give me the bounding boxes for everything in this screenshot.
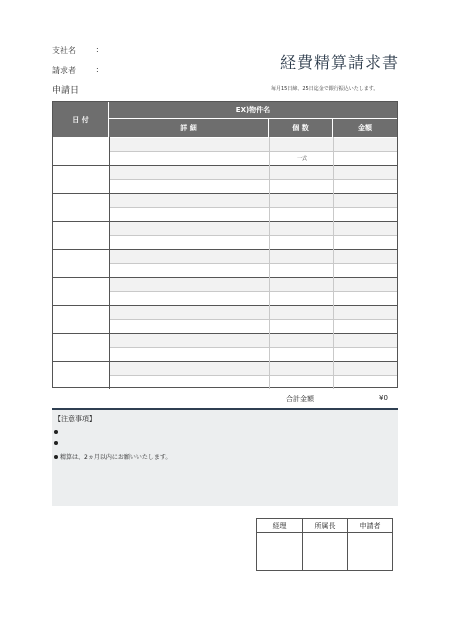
branch-label: 支社名 <box>52 46 76 55</box>
row-divider <box>109 235 397 236</box>
notes-item-text: 精算は、2ヵ月以内にお願いいたします。 <box>60 454 172 461</box>
bullet-icon <box>54 430 58 434</box>
stamp-applicant-label: 申請者 <box>348 519 392 533</box>
total-label: 合計金額 <box>286 395 314 403</box>
row-divider <box>109 179 397 180</box>
row-shade <box>110 334 397 347</box>
row-divider <box>109 319 397 320</box>
requester-colon: : <box>96 65 99 74</box>
bullet-icon <box>54 441 58 445</box>
row-divider <box>109 375 397 376</box>
payment-note: 毎月15日締、25日迄金で銀行振込いたします。 <box>271 86 379 92</box>
row-divider <box>109 291 397 292</box>
qty-column-divider <box>269 137 270 389</box>
expense-table <box>52 101 398 388</box>
stamp-manager-label: 所属長 <box>303 519 347 533</box>
row-shade <box>110 278 397 291</box>
notes-item <box>54 452 171 461</box>
row-divider <box>109 347 397 348</box>
item-header: EX)物件名 <box>109 102 397 119</box>
stamp-manager <box>303 519 348 570</box>
row-shade <box>110 166 397 179</box>
row-shade <box>110 306 397 319</box>
row-divider <box>109 207 397 208</box>
document-title: 経費精算請求書 <box>280 53 400 72</box>
notes-box <box>52 408 398 506</box>
row-divider <box>109 151 397 152</box>
amount-column-divider <box>333 137 334 389</box>
date-column-divider <box>109 137 110 389</box>
row-shade <box>110 194 397 207</box>
row-shade <box>110 250 397 263</box>
row-shade <box>110 222 397 235</box>
notes-item <box>54 441 60 445</box>
bullet-icon <box>54 455 58 459</box>
sample-qty: 一式 <box>297 156 308 162</box>
date-header: 日 付 <box>53 102 109 137</box>
total-value: ¥0 <box>379 394 388 402</box>
row-shade <box>110 138 397 151</box>
notes-item <box>54 430 60 434</box>
requester-label: 請求者 <box>52 66 76 75</box>
branch-colon: : <box>96 45 99 54</box>
stamp-accounting-label: 経理 <box>257 519 302 533</box>
row-divider <box>109 263 397 264</box>
apply-date-label: 申請日 <box>52 86 80 96</box>
stamp-applicant <box>348 519 392 570</box>
amount-header: 金額 <box>333 119 397 137</box>
qty-header: 個 数 <box>269 119 333 137</box>
approval-stamps <box>256 518 393 571</box>
row-shade <box>110 362 397 375</box>
stamp-accounting <box>257 519 303 570</box>
notes-title: 【注意事項】 <box>54 415 96 423</box>
detail-header: 詳 細 <box>109 119 269 137</box>
